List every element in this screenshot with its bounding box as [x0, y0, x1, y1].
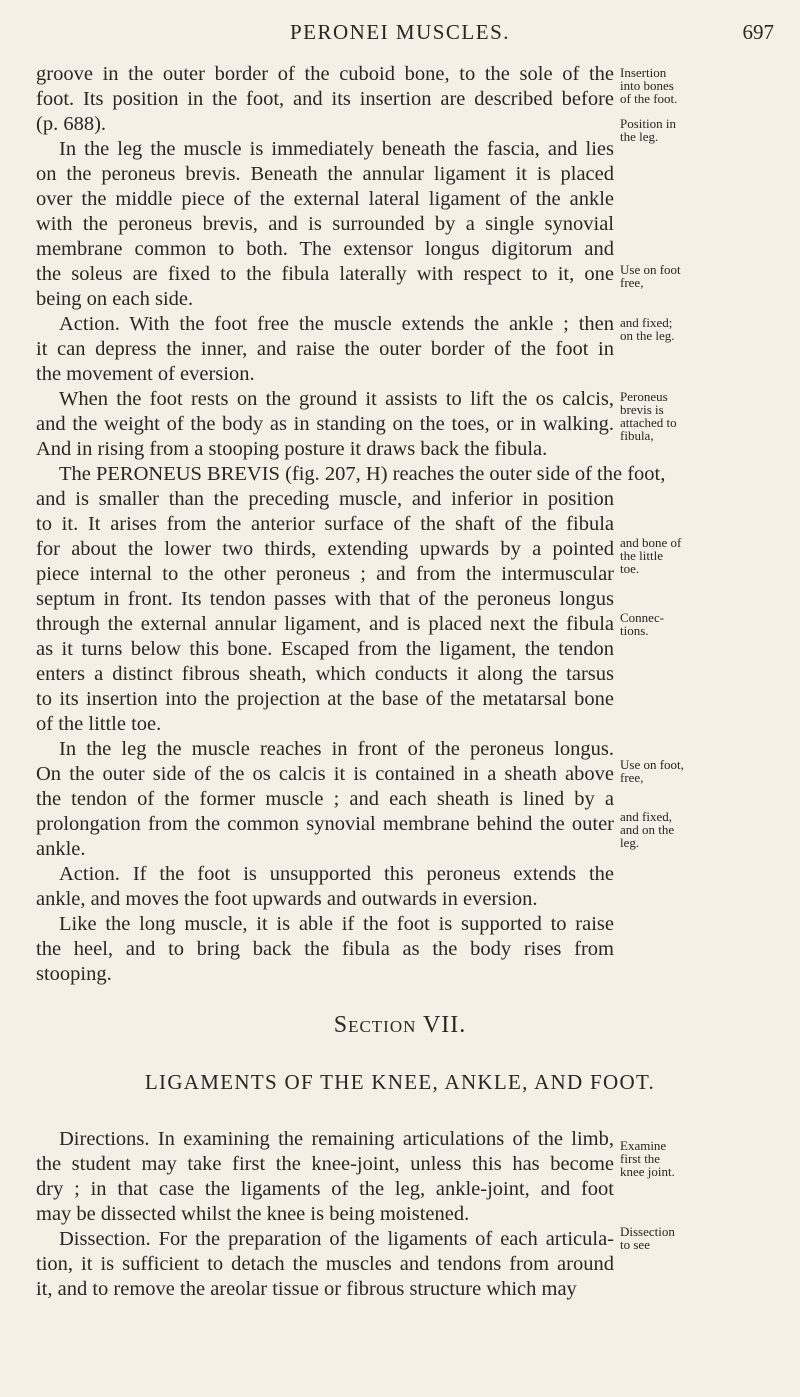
text-line: Action. If the foot is unsupported this peroneus extends the: [59, 863, 614, 885]
text-line: (p. 688).: [36, 113, 107, 135]
margin-note-line: Connec-: [620, 610, 665, 625]
text-line: the student may take first the knee-joint, unless this has become: [36, 1153, 614, 1175]
margin-note-line: and fixed,: [620, 809, 672, 824]
margin-note-line: into bones: [620, 78, 674, 93]
margin-note-line: the leg.: [620, 129, 659, 144]
text-line: Directions. In examining the remaining articulations of the limb,: [59, 1128, 614, 1150]
margin-note-line: the little: [620, 548, 663, 563]
margin-note: [620, 758, 684, 784]
page-number: 697: [742, 20, 774, 44]
margin-note: [620, 1139, 675, 1178]
text-line: stooping.: [36, 963, 112, 985]
text-line: being on each side.: [36, 288, 194, 310]
text-line: over the middle piece of the external lateral ligament of the ankle: [36, 188, 614, 210]
margin-note-line: of the foot.: [620, 91, 678, 106]
text-line: the soleus are fixed to the fibula laterally with respect to it, one: [36, 263, 614, 285]
text-line: it, and to remove the areolar tissue or fibrous structure which may: [36, 1278, 577, 1300]
text-line: it can depress the inner, and raise the outer border of the foot in: [36, 338, 614, 360]
margin-note: [620, 66, 677, 105]
section-title: LIGAMENTS OF THE KNEE, ANKLE, AND FOOT.: [144, 1070, 656, 1094]
margin-note: [620, 117, 676, 143]
text-line: with the peroneus brevis, and is surrounded by a single synovial: [36, 213, 614, 235]
margin-note-line: Use on foot,: [620, 757, 684, 772]
text-line: of the little toe.: [36, 713, 162, 735]
text-line: to it. It arises from the anterior surface of the shaft of the fibula: [36, 513, 614, 535]
margin-note-line: and on the: [620, 822, 675, 837]
margin-note-line: first the: [620, 1151, 661, 1166]
text-line: foot. Its position in the foot, and its insertion are described before: [36, 88, 614, 110]
margin-note: [620, 1225, 675, 1251]
body-text-part2: [36, 1127, 614, 1302]
margin-note-line: leg.: [620, 835, 640, 850]
running-header: [0, 20, 800, 50]
margin-note: [620, 611, 664, 637]
text-line: And in rising from a stooping posture it draws back the fibula.: [36, 438, 548, 460]
margin-note-line: free,: [620, 275, 644, 290]
text-line: on the peroneus brevis. Beneath the annular ligament it is placed: [36, 163, 614, 185]
margin-note-line: Use on foot: [620, 262, 681, 277]
margin-note-line: attached to: [620, 415, 677, 430]
margin-note-line: on the leg.: [620, 328, 675, 343]
margin-note-line: and fixed;: [620, 315, 673, 330]
text-line: dry ; in that case the ligaments of the leg, ankle-joint, and foot: [36, 1178, 614, 1200]
text-line: as it turns below this bone. Escaped from the ligament, the tendon: [36, 638, 614, 660]
text-line: through the external annular ligament, and is placed next the fibula: [36, 613, 614, 635]
margin-note-line: knee joint.: [620, 1164, 675, 1179]
section-heading: Section VII.: [333, 1012, 467, 1038]
text-line: In the leg the muscle is immediately beneath the fascia, and lies: [59, 138, 614, 160]
text-line: ankle.: [36, 838, 86, 860]
margin-note: [620, 536, 681, 575]
margin-note-line: toe.: [620, 561, 640, 576]
text-line: Like the long muscle, it is able if the foot is supported to raise: [59, 913, 614, 935]
margin-note-line: and bone of: [620, 535, 682, 550]
margin-note-line: Position in: [620, 116, 676, 131]
margin-note-line: Dissection: [620, 1224, 675, 1239]
text-line: and the weight of the body as in standing on the toes, or in walking.: [36, 413, 614, 435]
margin-note-line: fibula,: [620, 428, 654, 443]
text-line: may be dissected whilst the knee is being moistened.: [36, 1203, 470, 1225]
margin-note: [620, 810, 674, 849]
running-title: PERONEI MUSCLES.: [289, 20, 511, 44]
text-line: the tendon of the former muscle ; and each sheath is lined by a: [36, 788, 614, 810]
text-line: When the foot rests on the ground it assists to lift the os calcis,: [59, 388, 614, 410]
text-line: the heel, and to bring back the fibula as the body rises from: [36, 938, 614, 960]
text-line: membrane common to both. The extensor longus digitorum and: [36, 238, 614, 260]
text-line: prolongation from the common synovial membrane behind the outer: [36, 813, 614, 835]
text-line: ankle, and moves the foot upwards and outwards in eversion.: [36, 888, 538, 910]
text-line: for about the lower two thirds, extending upwards by a pointed: [36, 538, 614, 560]
text-line: In the leg the muscle reaches in front of the peroneus longus.: [59, 738, 614, 760]
margin-note-line: brevis is: [620, 402, 664, 417]
margin-note: [620, 263, 681, 289]
text-line: the movement of eversion.: [36, 363, 255, 385]
text-line: to its insertion into the projection at the base of the metatarsal bone: [36, 688, 614, 710]
margin-note-line: tions.: [620, 623, 649, 638]
text-line: tion, it is sufficient to detach the muscles and tendons from around: [36, 1253, 614, 1275]
text-line: groove in the outer border of the cuboid bone, to the sole of the: [36, 63, 614, 85]
margin-note-line: Examine: [620, 1138, 667, 1153]
margin-note-line: Insertion: [620, 65, 667, 80]
text-line: and is smaller than the preceding muscle, and inferior in position: [36, 488, 614, 510]
margin-note: [620, 390, 677, 442]
margin-note-line: Peroneus: [620, 389, 668, 404]
text-line: Dissection. For the preparation of the ligaments of each articula-: [59, 1228, 614, 1250]
text-line: septum in front. Its tendon passes with that of the peroneus longus: [36, 588, 614, 610]
margin-note-line: free,: [620, 770, 644, 785]
text-line: On the outer side of the os calcis it is contained in a sheath above: [36, 763, 614, 785]
margin-note-line: to see: [620, 1237, 650, 1252]
text-line: enters a distinct fibrous sheath, which conducts it along the tarsus: [36, 663, 614, 685]
text-line: Action. With the foot free the muscle extends the ankle ; then: [59, 313, 614, 335]
text-line: piece internal to the other peroneus ; and from the intermuscular: [36, 563, 614, 585]
margin-note: [620, 316, 675, 342]
text-line: The PERONEUS BREVIS (fig. 207, H) reaches the outer side of the foot,: [59, 463, 666, 485]
